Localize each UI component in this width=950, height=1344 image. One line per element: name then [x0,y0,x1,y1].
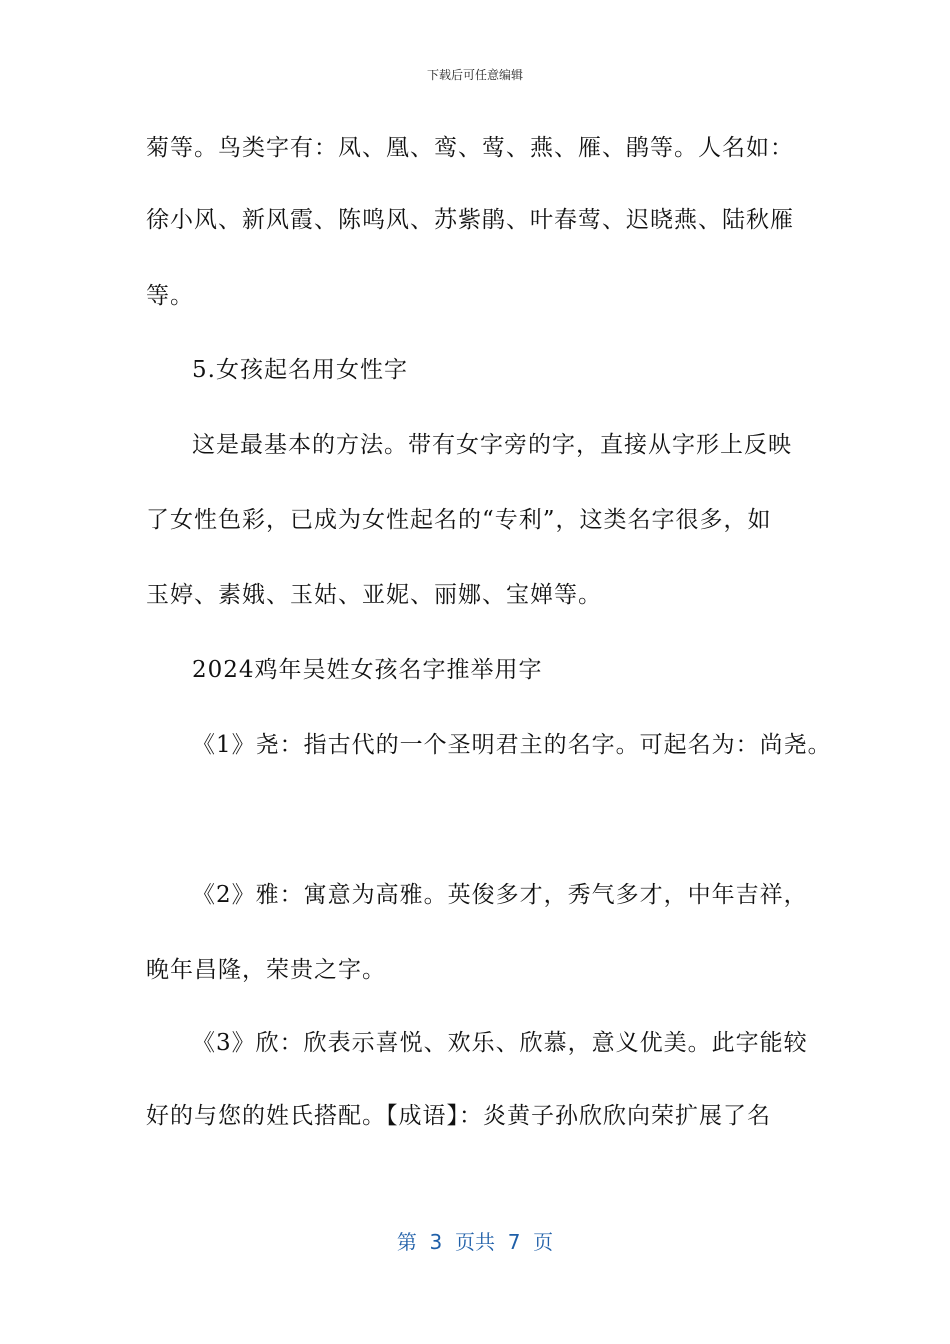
body-line-3: 等。 [146,283,194,309]
body-line-1: 菊等。鸟类字有：凤、凰、鸾、莺、燕、雁、鹃等。人名如： [146,135,794,161]
page-number: 第 3 页共 7 页 [396,1230,554,1254]
section-heading-2024: 2024鸡年吴姓女孩名字推举用字 [192,657,543,683]
page-header-note: 下载后可任意编辑 [426,68,523,82]
entry-2: 《2》雅：寓意为高雅。英俊多才，秀气多才，中年吉祥， [192,882,808,908]
entry-2-cont: 晚年昌隆，荣贵之字。 [146,957,386,983]
section-heading: 5.女孩起名用女性字 [192,357,408,383]
body-line-7: 玉婷、素娥、玉姑、亚妮、丽娜、宝婵等。 [146,582,602,608]
body-line-5: 这是最基本的方法。带有女字旁的字，直接从字形上反映 [192,432,792,458]
entry-3: 《3》欣：欣表示喜悦、欢乐、欣慕，意义优美。此字能较 [192,1030,808,1056]
entry-1: 《1》尧：指古代的一个圣明君主的名字。可起名为：尚尧。 [192,732,832,758]
entry-3-cont: 好的与您的姓氏搭配。【成语】：炎黄子孙欣欣向荣扩展了名 [146,1103,771,1129]
body-line-2: 徐小风、新风霞、陈鸣风、苏紫鹃、叶春莺、迟晓燕、陆秋雁 [146,207,794,233]
body-line-6: 了女性色彩，已成为女性起名的“专利”，这类名字很多，如 [146,507,772,533]
